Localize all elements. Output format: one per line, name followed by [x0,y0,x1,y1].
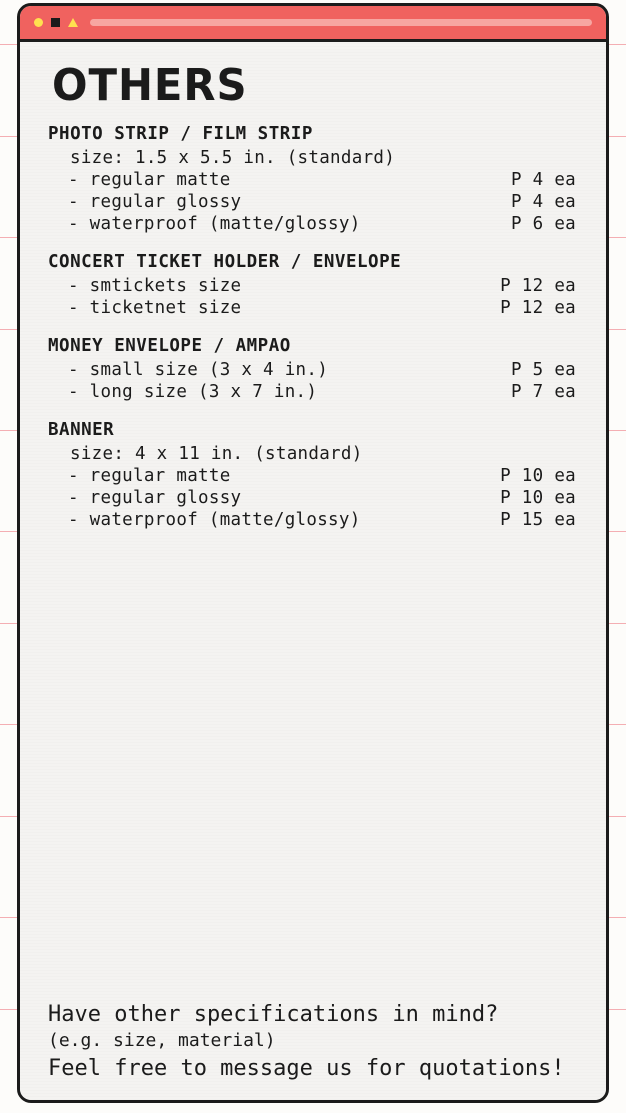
section-subtitle: size: 1.5 x 5.5 in. (standard) [70,148,396,168]
item-price: P 12 ea [500,276,576,296]
window-titlebar [20,6,606,42]
item-label: - waterproof (matte/glossy) [68,214,361,234]
titlebar-stripe [90,19,592,26]
item-label: - regular glossy [68,488,242,508]
item-label: - waterproof (matte/glossy) [68,510,361,530]
item-label: - long size (3 x 7 in.) [68,382,318,402]
price-list-card [17,3,609,1103]
section-title: BANNER [48,420,115,440]
yellow-triangle-icon[interactable] [68,18,78,27]
page-title: OTHERS [52,60,248,111]
section-title: MONEY ENVELOPE / AMPAO [48,336,291,356]
item-label: - small size (3 x 4 in.) [68,360,329,380]
price-row [68,170,580,190]
item-label: - smtickets size [68,276,242,296]
item-price: P 15 ea [500,510,576,530]
item-label: - regular matte [68,466,231,486]
footer-line-2: (e.g. size, material) [48,1030,276,1051]
section-subtitle: size: 4 x 11 in. (standard) [70,444,363,464]
item-price: P 4 ea [510,192,576,212]
yellow-circle-icon[interactable] [34,18,43,27]
footer-note [46,1001,580,1101]
price-row [68,298,580,318]
price-row [68,510,580,530]
item-price: P 10 ea [500,466,576,486]
item-price: P 7 ea [510,382,576,402]
price-row [68,488,580,508]
price-row [68,360,580,380]
window-controls [34,18,78,27]
card-content [20,42,606,1100]
item-price: P 5 ea [510,360,576,380]
section-title: CONCERT TICKET HOLDER / ENVELOPE [48,252,402,272]
item-price: P 6 ea [510,214,576,234]
item-price: P 10 ea [500,488,576,508]
item-label: - ticketnet size [68,298,242,318]
item-label: - regular matte [68,170,231,190]
section-photo-strip [46,124,580,236]
section-concert-ticket-holder [46,252,580,320]
price-row [68,276,580,296]
black-square-icon[interactable] [51,18,60,27]
price-row [68,466,580,486]
footer-line-3: Feel free to message us for quotations! [48,1055,565,1081]
price-row [68,214,580,234]
section-title: PHOTO STRIP / FILM STRIP [48,124,313,144]
item-price: P 12 ea [500,298,576,318]
section-money-envelope [46,336,580,404]
item-label: - regular glossy [68,192,242,212]
price-row [68,192,580,212]
section-banner [46,420,580,532]
price-row [68,382,580,402]
footer-line-1: Have other specifications in mind? [48,1001,499,1027]
item-price: P 4 ea [510,170,576,190]
